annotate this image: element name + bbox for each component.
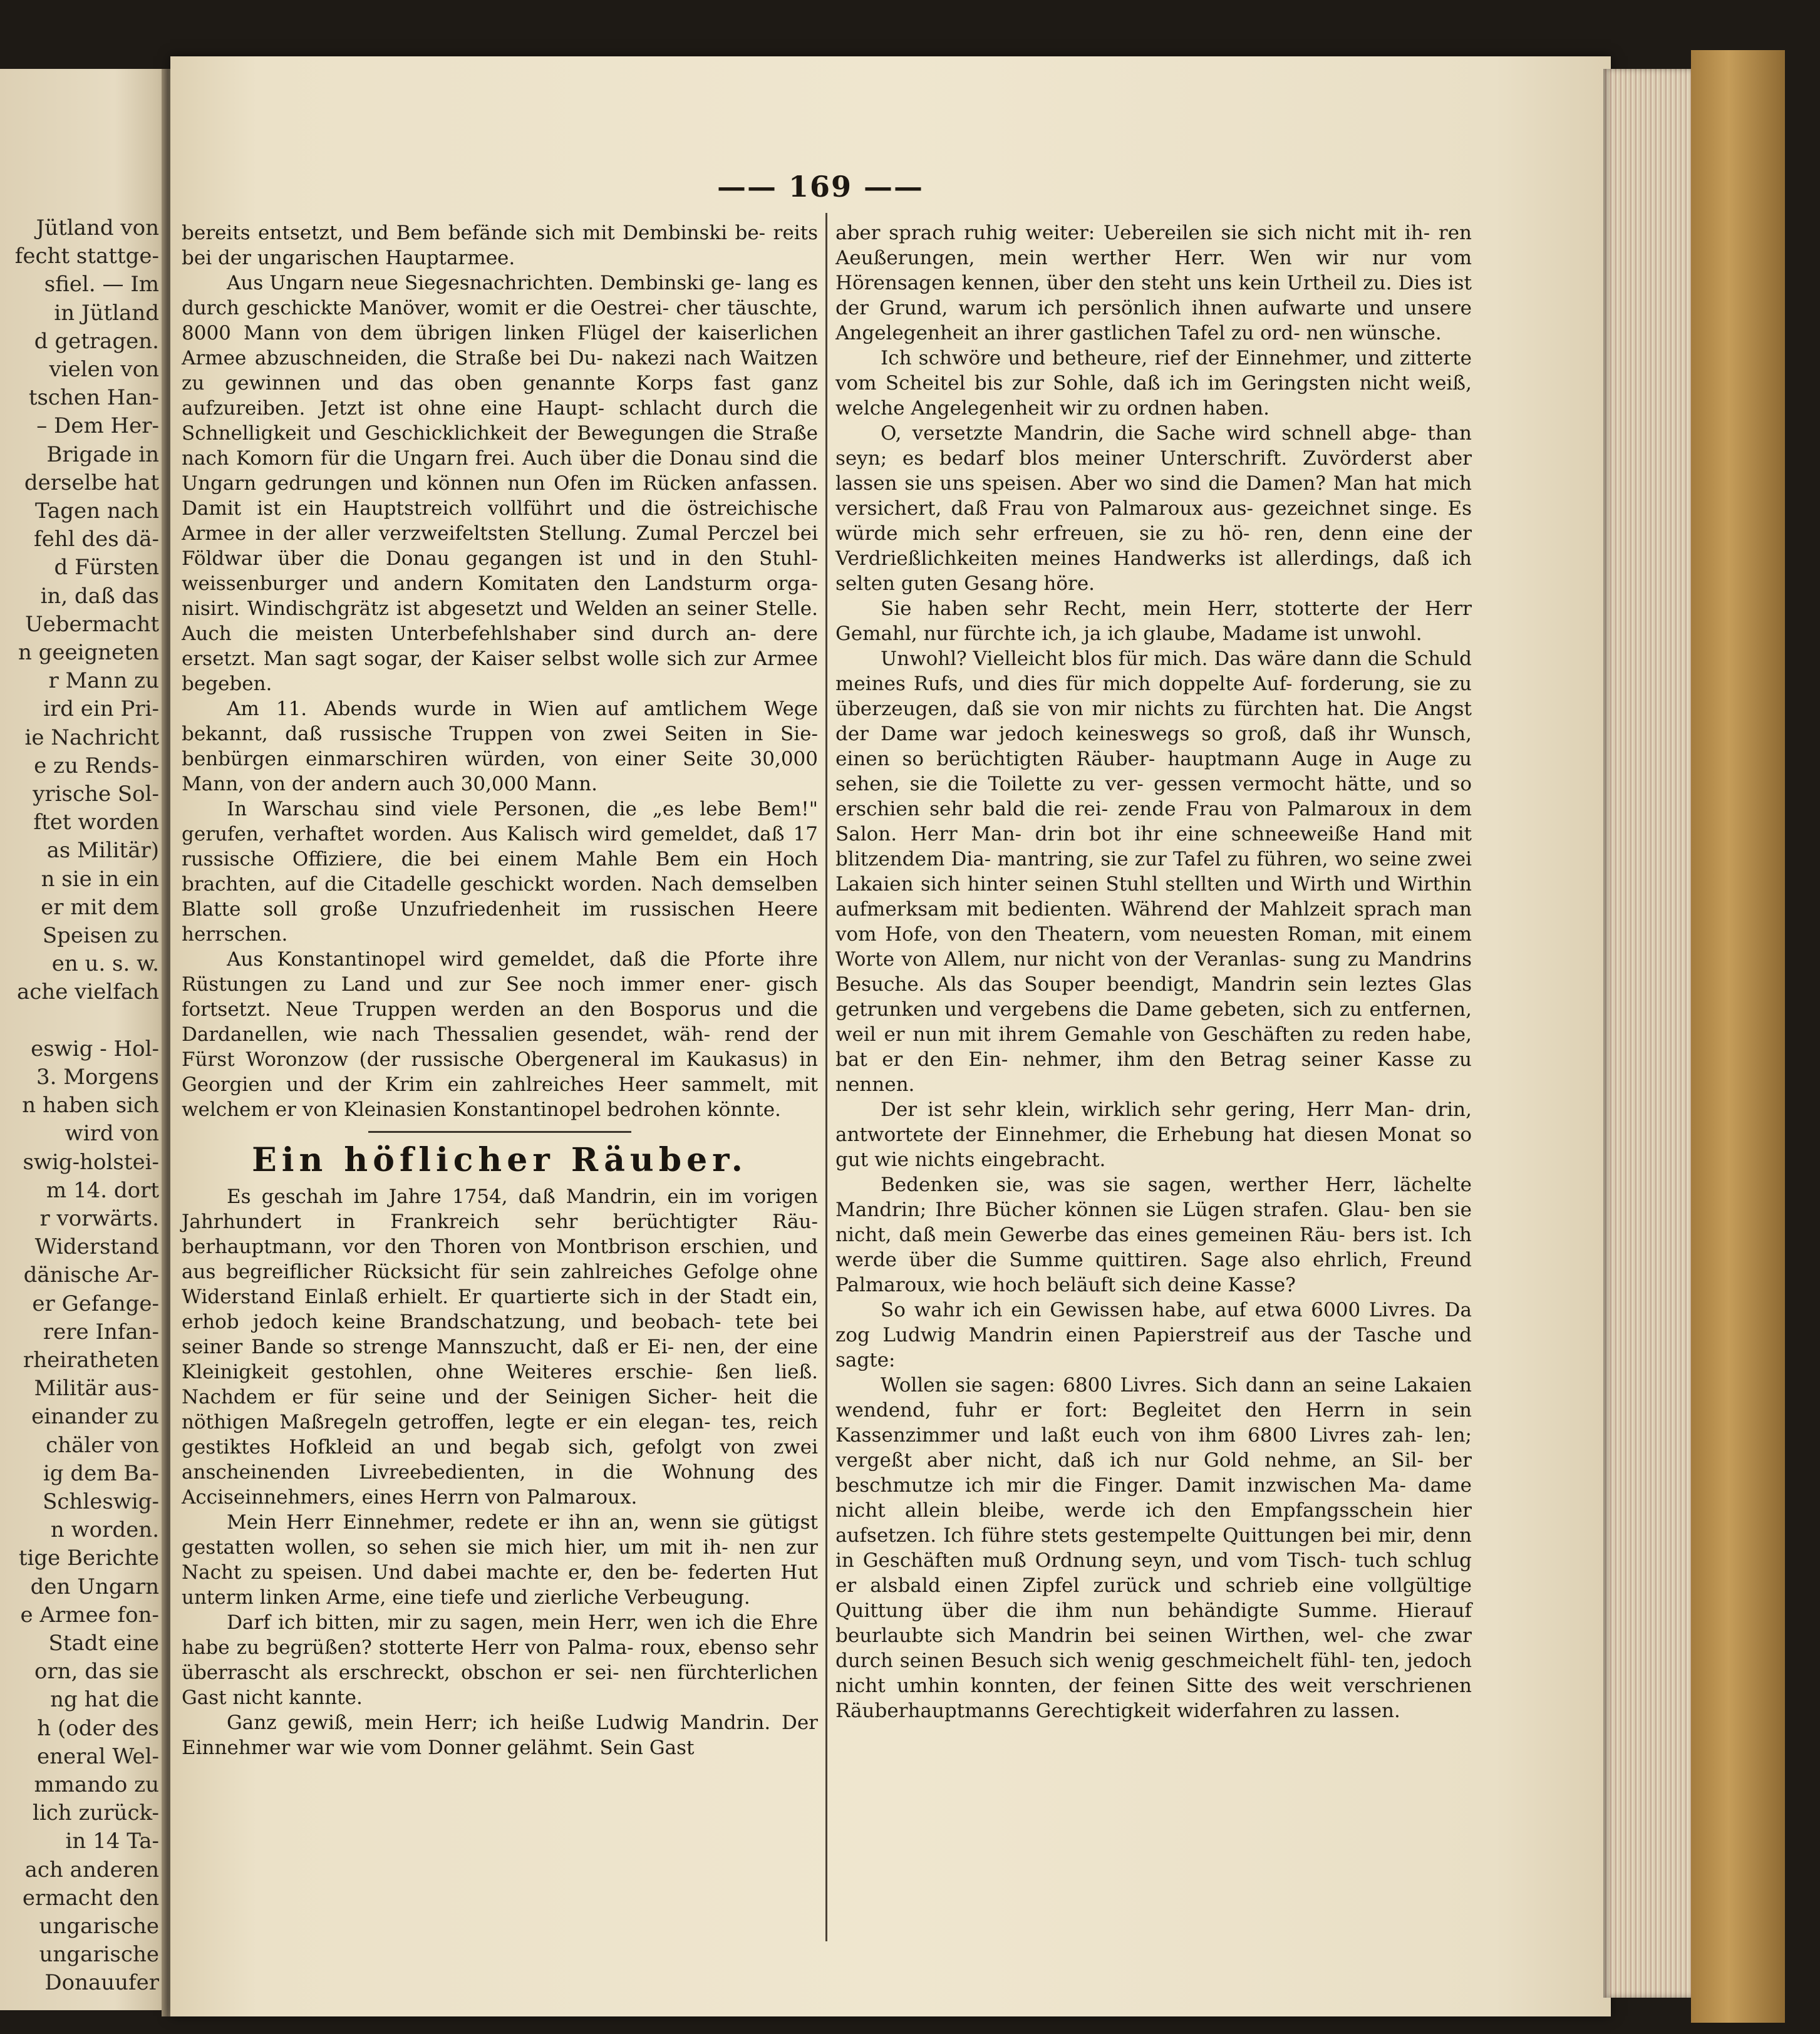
left-page-fragment: Stadt eine <box>48 1631 159 1656</box>
left-page-fragment: dänische Ar- <box>23 1262 159 1288</box>
left-page-fragment: n worden. <box>50 1517 159 1543</box>
left-page-fragment: den Ungarn <box>30 1574 159 1599</box>
left-page-fragment: einander zu <box>31 1404 159 1430</box>
story-paragraph: Der ist sehr klein, wirklich sehr gering, Herr Man- drin, antwortete der Einnehmer, die Erhebung hat diesen Monat so gut wie nichts eingebracht. <box>835 1098 1472 1171</box>
left-page-fragment: ftet worden <box>33 810 159 835</box>
left-page-fragment: Speisen zu <box>42 923 159 948</box>
left-page-fragment: ache vielfach <box>16 979 159 1005</box>
left-page-fragment: fecht stattge- <box>14 244 159 269</box>
story-paragraph: Bedenken sie, was sie sagen, werther Herr, lächelte Mandrin; Ihre Bücher können sie Lügen strafen. Glau- ben sie nicht, daß mein Gewerbe das eines gemeinen Räu- bers ist. Ich werde über die Summe quittiren. Sage also ehrlich, Freund Palmaroux, wie hoch beläuft sich deine Kasse? <box>835 1174 1472 1296</box>
left-page-fragment: ird ein Pri- <box>43 696 159 722</box>
left-page-fragment: Brigade in <box>46 441 159 467</box>
story-paragraph: Wollen sie sagen: 6800 Livres. Sich dann an seine Lakaien wendend, fuhr er fort: Begleitet den Herrn in sein Kassenzimmer und laßt euch von ihm 6800 Livres zah- len; vergeßt aber nicht, daß ich nur Gold nehme, an Sil- ber beschmutze ich mir die Finger. Damit inzwischen Ma- dame nicht allein bleibe, werde ich den Empfangsschein hier aufsetzen. Ich führe stets gestempelte Quittungen bei mir, denn in Geschäften muß Ordnung seyn, und vom Tisch- tuch schlug er alsbald einen Zipfel zurück und schrieb eine vollgültige Quittung über die ihm nun behändigte Summe. Hierauf beurlaubte sich Mandrin bei seinen Wirthen, wel- che zwar durch seinen Besuch sich wenig geschmeichelt fühl- ten, jedoch nicht umhin konnten, der feinen Sitte des weit verschrienen Räuberhauptmanns Gerechtigkeit widerfahren zu lassen. <box>835 1374 1472 1722</box>
news-paragraph: Aus Konstantinopel wird gemeldet, daß die Pforte ihre Rüstungen zu Land und zur See noch immer ener- gisch fortsetzt. Neue Truppen werden an den Bosporus und die Dardanellen, wie nach Thessalien gesendet, wäh- rend der Fürst Woronzow (der russische Obergeneral im Kaukasus) in Georgien und der Krim ein zahlreiches Heer sammelt, mit welchem er von Kleinasien Konstantinopel bedrohen könnte. <box>182 948 818 1121</box>
news-paragraph: Am 11. Abends wurde in Wien auf amtlichem Wege bekannt, daß russische Truppen von zwei Seiten in Sie- benbürgen einmarschiren würden, von einer Seite 30,000 Mann, von der andern auch 30,000 Mann. <box>182 698 818 795</box>
story-paragraph: Es geschah im Jahre 1754, daß Mandrin, ein im vorigen Jahrhundert in Frankreich sehr berüchtigter Räu- berhauptmann, vor den Thoren von Montbrison erschien, und aus begreiflicher Rücksicht für sein zahlreiches Gefolge ohne Widerstand Einlaß erhielt. Er quartierte sich in der Stadt ein, erhob jedoch keine Brandschatzung, und beobach- tete bei seiner Bande so strenge Mannszucht, daß er Ei- nen, der eine Kleinigkeit gestohlen, ohne Weiteres erschie- ßen ließ. Nachdem er für seine und der Seinigen Sicher- heit die nöthigen Maßregeln getroffen, legte er ein elegan- tes, reich gestiktes Hofkleid an und begab sich, gefolgt von zwei anscheinenden Livreebedienten, in die Wohnung des Acciseinnehmers, eines Herrn von Palmaroux. <box>182 1185 818 1509</box>
left-page-fragment: swig-holstei- <box>23 1149 159 1175</box>
left-page-fragment: ungarische <box>39 1942 159 1968</box>
right-column <box>835 220 1472 1723</box>
left-page-fragment: in Jütland <box>54 300 159 326</box>
left-page-fragment: wird von <box>65 1121 159 1147</box>
left-page-fragment: n haben sich <box>22 1093 159 1118</box>
left-column <box>182 220 818 1760</box>
left-page-fragment: d getragen. <box>34 328 159 354</box>
story-paragraph: O, versetzte Mandrin, die Sache wird schnell abge- than seyn; es bedarf blos meiner Unterschrift. Zuvörderst aber lassen sie uns speisen. Aber wo sind die Damen? Man hat mich versichert, daß Frau von Palmaroux aus- gezeichnet singe. Es würde mich sehr erfreuen, sie zu hö- ren, denn eine der Verdrießlichkeiten meines Handwerks ist allerdings, daß ich selten guten Gesang höre. <box>835 422 1472 595</box>
left-page-fragment: er mit dem <box>41 894 159 920</box>
left-page-fragment: sfiel. — Im <box>44 272 159 297</box>
column-rule <box>825 213 827 1941</box>
story-title: Ein höflicher Räuber. <box>252 1141 748 1179</box>
left-page-fragment: en u. s. w. <box>51 951 159 977</box>
left-page-fragment: tschen Han- <box>28 385 159 411</box>
left-page-fragment: Widerstand <box>34 1234 159 1260</box>
left-page-fragment: Tagen nach <box>34 498 159 524</box>
left-page-edge <box>0 69 164 2010</box>
left-page-fragment: in, daß das <box>40 583 159 609</box>
story-paragraph: Ganz gewiß, mein Herr; ich heiße Ludwig Mandrin. Der Einnehmer war wie vom Donner gelähmt. Sein Gast <box>182 1711 818 1759</box>
left-page-fragment: er Gefange- <box>32 1291 159 1316</box>
section-divider <box>368 1131 631 1133</box>
left-page-fragment: derselbe hat <box>24 470 159 495</box>
left-page-fragment: e Armee fon- <box>20 1602 159 1628</box>
left-page-fragment: ng hat die <box>50 1687 159 1713</box>
left-page-fragment: Schleswig- <box>43 1489 159 1514</box>
left-page-fragment: ig dem Ba- <box>43 1460 159 1486</box>
story-paragraph: Unwohl? Vielleicht blos für mich. Das wäre dann die Schuld meines Rufs, und dies für mich doppelte Auf- forderung, sie zu überzeugen, daß sie von mir nichts zu fürchten hat. Die Angst der Dame war jedoch keineswegs so groß, daß ihr Wunsch, einen so berüchtigten Räuber- hauptmann Auge in Auge zu sehen, sie die Toilette zu ver- gessen vermocht hätte, und so erschien sehr bald die rei- zende Frau von Palmaroux in dem Salon. Herr Man- drin bot ihr eine schneeweiße Hand mit blitzendem Dia- mantring, sie zur Tafel zu führen, wo seine zwei Lakaien sich hinter seinen Stuhl stellten und Wirth und Wirthin aufmerksam mit bedienten. Während der Mahlzeit sprach man vom Hofe, von den Theatern, vom neuesten Roman, mit einem Worte von Allem, nur nicht von der Veranlas- sung zu Mandrins Besuche. Als das Souper beendigt, Mandrin sein leztes Glas getrunken und vergebens die Dame gebeten, sich zu entfernen, weil er nun mit ihrem Gemahle von Geschäften zu reden habe, bat er den Ein- nehmer, ihm den Betrag seiner Kasse zu nennen. <box>835 648 1472 1096</box>
left-page-fragment: 3. Morgens <box>36 1065 159 1090</box>
left-page-fragment: fehl des dä- <box>34 527 159 552</box>
left-page-fragment: r Mann zu <box>48 668 159 694</box>
left-page-fragment: eneral Wel- <box>36 1743 159 1769</box>
story-paragraph: So wahr ich ein Gewissen habe, auf etwa 6000 Livres. Da zog Ludwig Mandrin einen Papierstreif aus der Tasche und sagte: <box>835 1299 1472 1371</box>
left-page-fragment: n sie in ein <box>41 866 159 892</box>
news-paragraph: bereits entsetzt, und Bem befände sich mit Dembinski be- reits bei der ungarischen Hauptarmee. <box>182 222 818 269</box>
page-number: —— 169 —— <box>716 170 924 204</box>
left-page-fragment: ach anderen <box>24 1857 159 1882</box>
news-paragraph: Aus Ungarn neue Siegesnachrichten. Dembinski ge- lang es durch geschickte Manöver, womit er die Oestrei- cher täuschte, 8000 Mann von dem übrigen linken Flügel der kaiserlichen Armee abzuschneiden, die Straße bei Du- nakezi nach Waitzen zu gewinnen und das oben genannte Korps fast ganz aufzureiben. Jetzt ist ohne eine Haupt- schlacht durch die Schnelligkeit und Geschicklichkeit der Bewegungen die Straße nach Komorn für die Ungarn frei. Auch über die Donau sind die Ungarn gedrungen und können nun Ofen im Rücken anfassen. Damit ist ein Hauptstreich vollführt und die östreichische Armee in der aller verzweifeltsten Stellung. Zumal Perczel bei Földwar über die Donau gegangen ist und in den Stuhl- weissenburger und andern Komitaten den Landsturm orga- nisirt. Windischgrätz ist abgesetzt und Welden an seiner Stelle. Auch die meisten Unterbefehlshaber sind durch an- dere ersetzt. Man sagt sogar, der Kaiser selbst wolle sich zur Armee begeben. <box>182 272 818 695</box>
left-page-fragment <box>3 1007 159 1035</box>
left-page-fragment: tige Berichte <box>18 1546 159 1571</box>
news-paragraph: In Warschau sind viele Personen, die „es lebe Bem!" gerufen, verhaftet worden. Aus Kalisch wird gemeldet, daß 17 russische Offiziere, die bei einem Mahle Bem ein Hoch brachten, auf die Citadelle geschickt worden. Nach demselben Blatte soll große Unzufriedenheit im russischen Heere herrschen. <box>182 798 818 946</box>
left-page-fragment: Donauufer <box>44 1970 159 1996</box>
story-paragraph: aber sprach ruhig weiter: Uebereilen sie sich nicht mit ih- ren Aeußerungen, mein werther Herr. Wen wir nur vom Hörensagen kennen, über den steht uns kein Urtheil zu. Dies ist der Grund, warum ich persönlich ihnen aufwarte und unsere Angelegenheit an ihrer gastlichen Tafel zu ord- nen wünsche. <box>835 222 1472 344</box>
left-page-fragment: ie Nachricht <box>24 725 159 750</box>
left-page-fragment: h (oder des <box>37 1715 159 1741</box>
left-page-fragment: rere Infan- <box>43 1319 159 1345</box>
left-page-fragment: r vorwärts. <box>39 1206 159 1231</box>
left-page-fragment: yrische Sol- <box>33 782 159 807</box>
left-page-fragment: as Militär) <box>46 838 159 864</box>
left-page-fragment: m 14. dort <box>46 1177 159 1203</box>
left-page-fragment: eswig - Hol- <box>31 1036 159 1061</box>
left-page-fragment: e zu Rends- <box>34 753 159 778</box>
left-page-fragment: vielen von <box>49 357 159 382</box>
left-page-fragment: mmando zu <box>34 1772 159 1797</box>
story-paragraph: Ich schwöre und betheure, rief der Einnehmer, und zitterte vom Scheitel bis zur Sohle, daß ich im Geringsten nicht weiß, welche Angelegenheit wir zu ordnen haben. <box>835 347 1472 420</box>
book-cover <box>1691 50 1785 2023</box>
story-paragraph: Darf ich bitten, mir zu sagen, mein Herr, wen ich die Ehre habe zu begrüßen? stotterte Herr von Palma- roux, ebenso sehr überrascht als erschreckt, obschon er sei- nen fürchterlichen Gast nicht kannte. <box>182 1611 818 1709</box>
left-page-fragment: chäler von <box>46 1432 159 1458</box>
page-edges <box>1603 69 1697 1998</box>
story-paragraph: Sie haben sehr Recht, mein Herr, stotterte der Herr Gemahl, nur fürchte ich, ja ich glaube, Madame ist unwohl. <box>835 597 1472 645</box>
left-page-fragment: ermacht den <box>22 1885 159 1911</box>
left-page-fragment: rheiratheten <box>23 1348 159 1373</box>
story-paragraph: Mein Herr Einnehmer, redete er ihn an, wenn sie gütigst gestatten wollen, so sehen sie mich hier, um mit ih- nen zur Nacht zu speisen. Und dabei machte er, den be- federten Hut unterm linken Arme, eine tiefe und zierliche Verbeugung. <box>182 1511 818 1609</box>
left-page-fragment: lich zurück- <box>33 1800 159 1826</box>
left-page-fragment: d Fürsten <box>54 555 159 581</box>
left-page-fragment: ungarische <box>39 1914 159 1939</box>
left-page-fragment: in 14 Ta- <box>65 1829 159 1854</box>
left-page-fragment: n geeigneten <box>18 640 159 665</box>
left-page-fragment: – Dem Her- <box>36 413 159 439</box>
left-page-fragment: Militär aus- <box>34 1376 159 1402</box>
left-page-fragment: Jütland von <box>36 215 159 240</box>
left-page-fragment: Uebermacht <box>24 611 159 637</box>
left-page-fragment: orn, das sie <box>34 1659 159 1685</box>
